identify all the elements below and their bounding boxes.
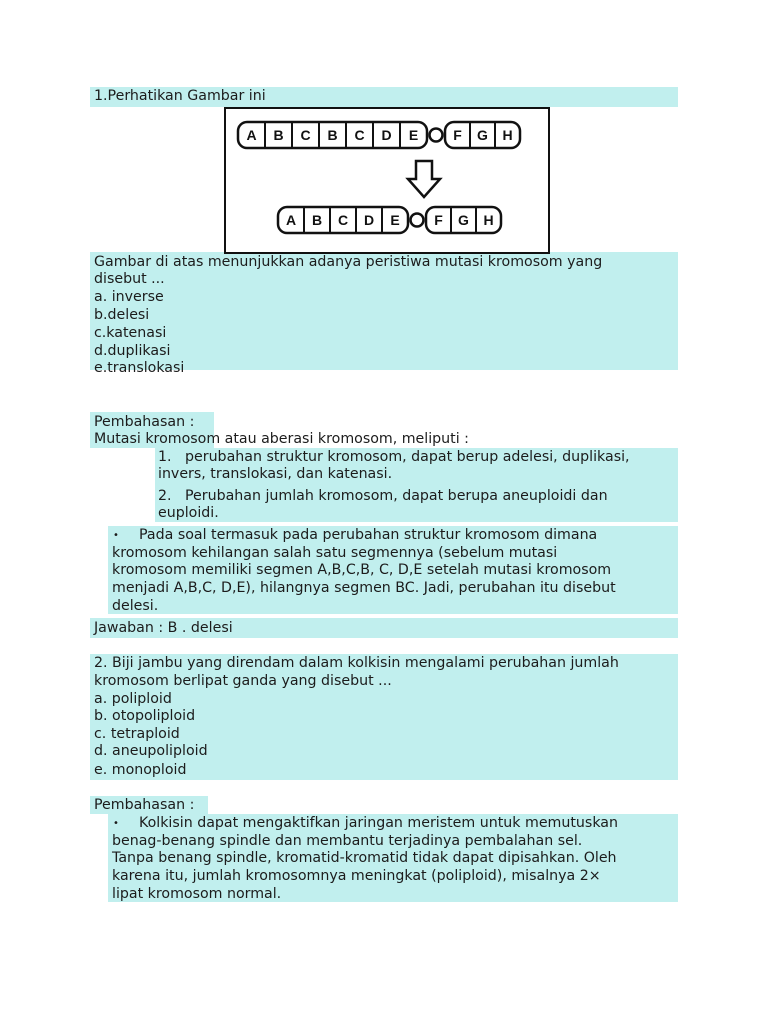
top-left-arm-segment-label: C bbox=[300, 127, 311, 143]
q1-answer: Jawaban : B . delesi bbox=[94, 620, 233, 636]
q1-bullet-icon: • bbox=[113, 530, 119, 541]
top-left-arm-segment-label: E bbox=[408, 127, 419, 143]
q1-option-a: a. inverse bbox=[94, 289, 164, 305]
q2-option-b: b. otopoliploid bbox=[94, 708, 196, 724]
q2-bullet-line1: Kolkisin dapat mengaktifkan jaringan meristem untuk memutuskan bbox=[139, 815, 618, 831]
q2-bullet-line2: benag-benang spindle dan membantu terjadinya pembalahan sel. bbox=[112, 833, 583, 849]
q1-numbered-2-line1: Perubahan jumlah kromosom, dapat berupa aneuploidi dan bbox=[185, 488, 608, 504]
top-left-arm-segment-label: B bbox=[327, 127, 338, 143]
q1-question-line1: Gambar di atas menunjukkan adanya peristiwa mutasi kromosom yang bbox=[94, 254, 603, 270]
top-centromere bbox=[430, 129, 443, 142]
top-right-arm-segment-label: H bbox=[502, 127, 513, 143]
q1-numbered-1-line1: perubahan struktur kromosom, dapat berup adelesi, duplikasi, bbox=[185, 449, 630, 465]
chromosome-diagram bbox=[226, 109, 548, 252]
bottom-right-arm-segment-label: F bbox=[434, 212, 443, 228]
q1-bullet-line1: Pada soal termasuk pada perubahan struktur kromosom dimana bbox=[139, 527, 598, 543]
q2-option-a: a. poliploid bbox=[94, 691, 172, 707]
q2-option-c: c. tetraploid bbox=[94, 726, 180, 742]
q1-option-b: b.delesi bbox=[94, 307, 150, 323]
q1-header: 1.Perhatikan Gambar ini bbox=[94, 88, 266, 104]
q1-bullet-line4: menjadi A,B,C, D,E), hilangnya segmen BC. Jadi, perubahan itu disebut bbox=[112, 580, 616, 596]
q1-question-line2: disebut ... bbox=[94, 271, 165, 287]
bottom-centromere bbox=[411, 214, 424, 227]
bottom-left-arm-segment-label: B bbox=[311, 212, 323, 228]
q1-bullet-line5: delesi. bbox=[112, 598, 159, 614]
chromosome-mutation-figure bbox=[224, 107, 550, 254]
q1-option-e: e.translokasi bbox=[94, 360, 185, 376]
q1-option-d: d.duplikasi bbox=[94, 343, 171, 359]
bottom-left-arm-segment-label: C bbox=[337, 212, 349, 228]
down-arrow-icon bbox=[408, 161, 440, 197]
bottom-left-arm-segment-label: D bbox=[363, 212, 375, 228]
bottom-right-arm-segment-label: G bbox=[458, 212, 469, 228]
top-right-arm-segment-label: G bbox=[477, 127, 488, 143]
q2-option-d: d. aneupoliploid bbox=[94, 743, 208, 759]
bottom-left-arm-segment-label: A bbox=[285, 212, 297, 228]
q2-bullet-icon: • bbox=[113, 818, 119, 829]
q2-bullet-line5: lipat kromosom normal. bbox=[112, 886, 282, 902]
q1-option-c: c.katenasi bbox=[94, 325, 167, 341]
q2-question-line2: kromosom berlipat ganda yang disebut ... bbox=[94, 673, 392, 689]
q2-bullet-line3: Tanpa benang spindle, kromatid-kromatid tidak dapat dipisahkan. Oleh bbox=[112, 850, 617, 866]
top-right-arm-segment-label: F bbox=[453, 127, 462, 143]
bottom-right-arm-segment-label: H bbox=[483, 212, 494, 228]
q2-option-e: e. monoploid bbox=[94, 762, 187, 778]
q2-discussion-title: Pembahasan : bbox=[94, 797, 195, 813]
bottom-left-arm-segment-label: E bbox=[390, 212, 400, 228]
q1-numbered-2-num: 2. bbox=[158, 488, 172, 504]
q1-discussion-title: Pembahasan : bbox=[94, 414, 195, 430]
q1-bullet-line3: kromosom memiliki segmen A,B,C,B, C, D,E setelah mutasi kromosom bbox=[112, 562, 612, 578]
q1-numbered-1-line2: invers, translokasi, dan katenasi. bbox=[158, 466, 393, 482]
q1-numbered-2-line2: euploidi. bbox=[158, 505, 219, 521]
top-left-arm-segment-label: D bbox=[381, 127, 392, 143]
q2-question-line1: 2. Biji jambu yang direndam dalam kolkisin mengalami perubahan jumlah bbox=[94, 655, 619, 671]
top-left-arm-segment-label: C bbox=[354, 127, 365, 143]
top-left-arm-segment-label: A bbox=[246, 127, 257, 143]
q2-bullet-line4: karena itu, jumlah kromosomnya meningkat (poliploid), misalnya 2× bbox=[112, 868, 601, 884]
q1-numbered-1-num: 1. bbox=[158, 449, 172, 465]
q1-bullet-line2: kromosom kehilangan salah satu segmennya (sebelum mutasi bbox=[112, 545, 558, 561]
q1-discussion-intro: Mutasi kromosom atau aberasi kromosom, meliputi : bbox=[94, 431, 469, 447]
top-left-arm-segment-label: B bbox=[273, 127, 284, 143]
